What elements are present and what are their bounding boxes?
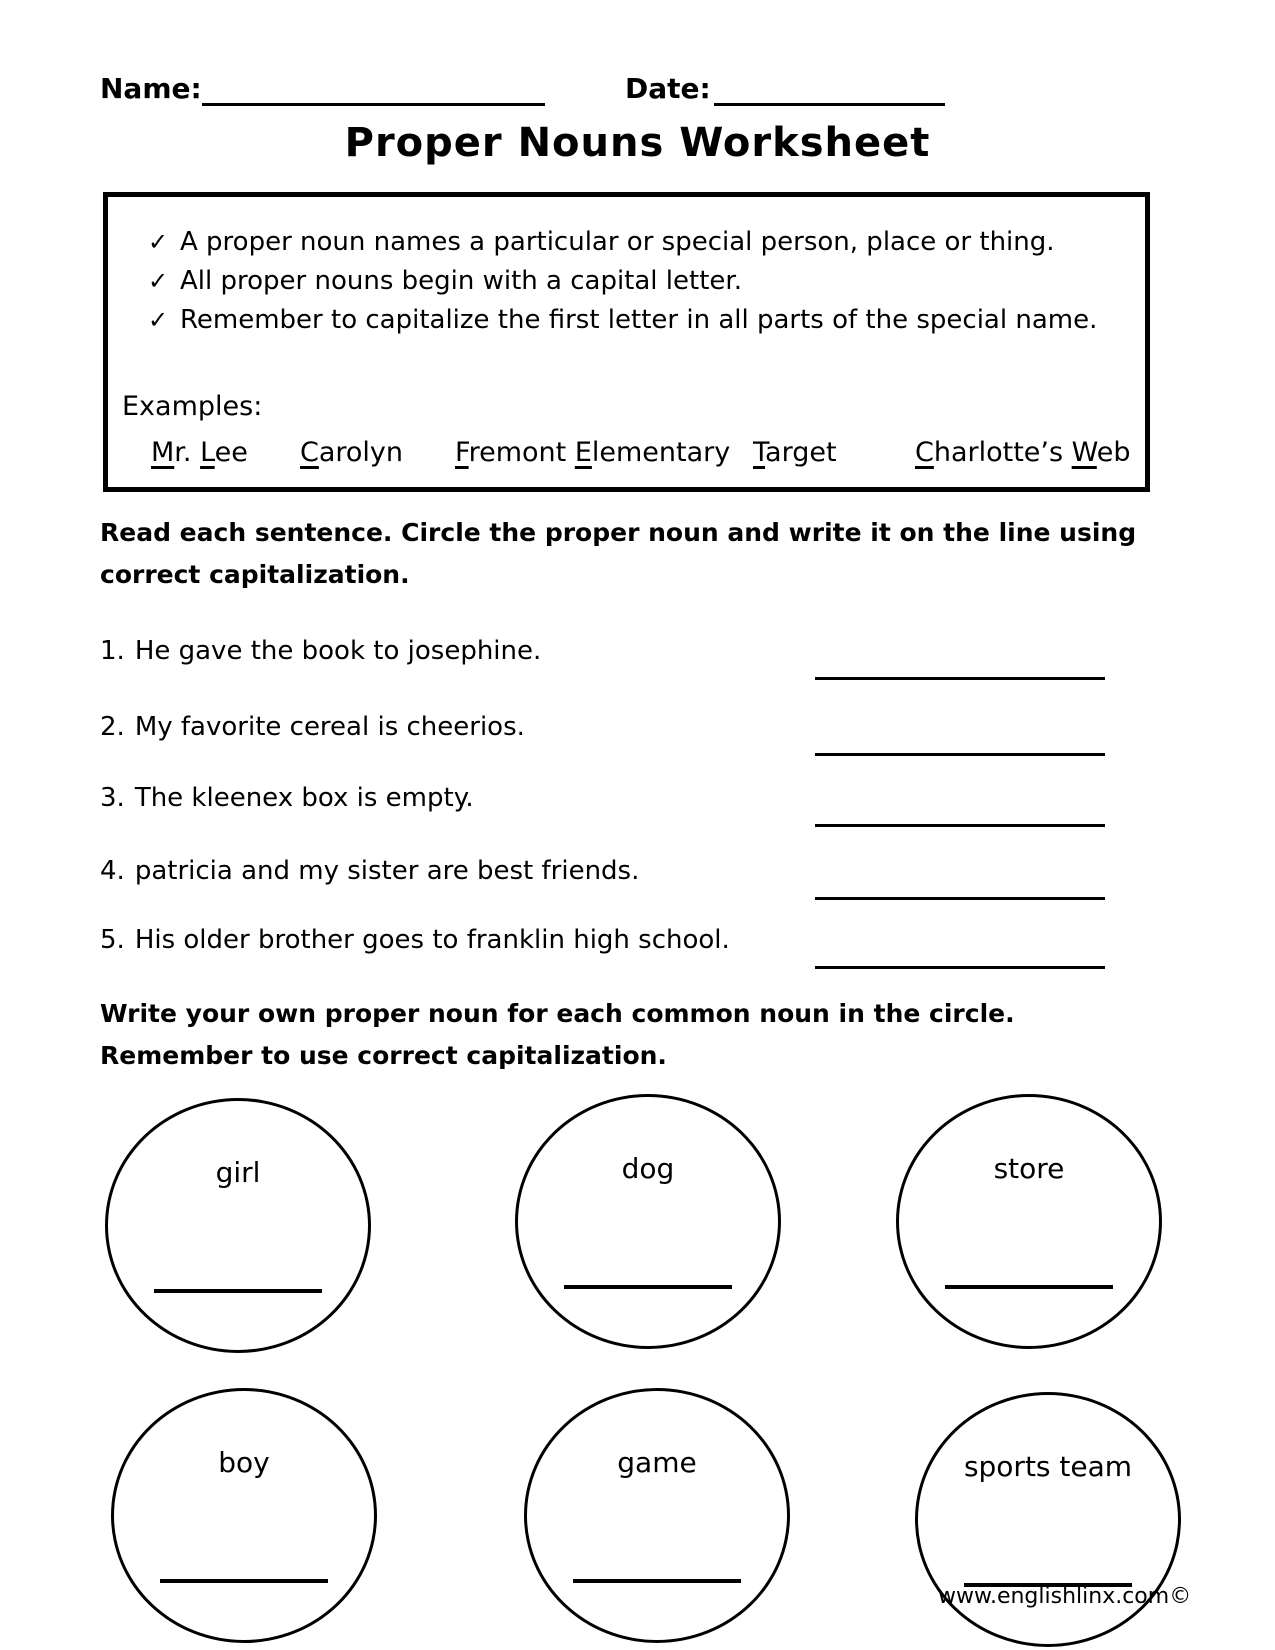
circle-blank-line <box>573 1579 741 1583</box>
rule-text: Remember to capitalize the first letter in all parts of the special name. <box>180 305 1098 335</box>
rules-list <box>148 223 1133 340</box>
rule-text: A proper noun names a particular or special person, place or thing. <box>180 227 1055 257</box>
circle-blank-line <box>154 1289 322 1293</box>
common-noun-label: boy <box>218 1446 270 1479</box>
sentence-number: 4. <box>100 856 125 886</box>
common-noun-label: store <box>993 1152 1065 1185</box>
date-blank-line <box>714 72 945 106</box>
examples-label: Examples: <box>122 391 263 422</box>
sentence-number: 2. <box>100 712 125 742</box>
common-noun-label: girl <box>215 1156 261 1189</box>
common-noun-circle <box>105 1098 371 1353</box>
example-item: Fremont Elementary <box>455 437 731 468</box>
sentence-row <box>100 856 1105 900</box>
sentence-row <box>100 636 1105 680</box>
instructions-line: Read each sentence. Circle the proper noun and write it on the line using <box>100 518 1137 547</box>
sentence-text: 1. He gave the book to josephine. <box>100 636 542 666</box>
section2-instructions <box>100 993 1015 1077</box>
website-credit: www.englishlinx.com© <box>938 1584 1192 1609</box>
answer-blank-line <box>815 753 1105 756</box>
example-item: Charlotte’s Web <box>915 437 1131 468</box>
answer-blank-line <box>815 677 1105 680</box>
common-noun-circle <box>896 1094 1162 1349</box>
rule-item <box>148 262 1133 301</box>
circle-blank-line <box>945 1285 1113 1289</box>
sentence-row <box>100 783 1105 827</box>
example-item: Carolyn <box>300 437 404 468</box>
sentence-text: 5. His older brother goes to franklin high school. <box>100 925 730 955</box>
checkmark-icon: ✓ <box>148 267 169 295</box>
circle-blank-line <box>160 1579 328 1583</box>
example-item: Target <box>753 437 837 468</box>
sentence-row <box>100 925 1105 969</box>
sentence-number: 1. <box>100 636 125 666</box>
rule-item <box>148 223 1133 262</box>
rules-box <box>103 192 1150 492</box>
section1-instructions <box>100 512 1136 596</box>
common-noun-label: dog <box>621 1152 675 1185</box>
sentence-text: 2. My favorite cereal is cheerios. <box>100 712 525 742</box>
answer-blank-line <box>815 824 1105 827</box>
date-label: Date: <box>625 72 711 105</box>
common-noun-circle <box>524 1388 790 1643</box>
instructions-line: Remember to use correct capitalization. <box>100 1041 667 1070</box>
name-label: Name: <box>100 72 202 105</box>
common-noun-circle <box>111 1388 377 1643</box>
checkmark-icon: ✓ <box>148 306 169 334</box>
common-noun-label: game <box>617 1446 697 1479</box>
sentence-row <box>100 712 1105 756</box>
sentence-number: 5. <box>100 925 125 955</box>
examples-row <box>108 437 1145 479</box>
answer-blank-line <box>815 897 1105 900</box>
rule-item <box>148 301 1133 340</box>
sentence-text: 3. The kleenex box is empty. <box>100 783 474 813</box>
checkmark-icon: ✓ <box>148 228 169 256</box>
common-noun-label: sports team <box>963 1450 1133 1483</box>
sentence-text: 4. patricia and my sister are best friends. <box>100 856 640 886</box>
page-title: Proper Nouns Worksheet <box>344 120 931 166</box>
answer-blank-line <box>815 966 1105 969</box>
rule-text: All proper nouns begin with a capital letter. <box>180 266 742 296</box>
instructions-line: correct capitalization. <box>100 560 410 589</box>
name-blank-line <box>202 72 545 106</box>
common-noun-circle <box>515 1094 781 1349</box>
sentence-number: 3. <box>100 783 125 813</box>
example-item: Mr. Lee <box>151 437 248 468</box>
circle-blank-line <box>564 1285 732 1289</box>
instructions-line: Write your own proper noun for each common noun in the circle. <box>100 999 1015 1028</box>
